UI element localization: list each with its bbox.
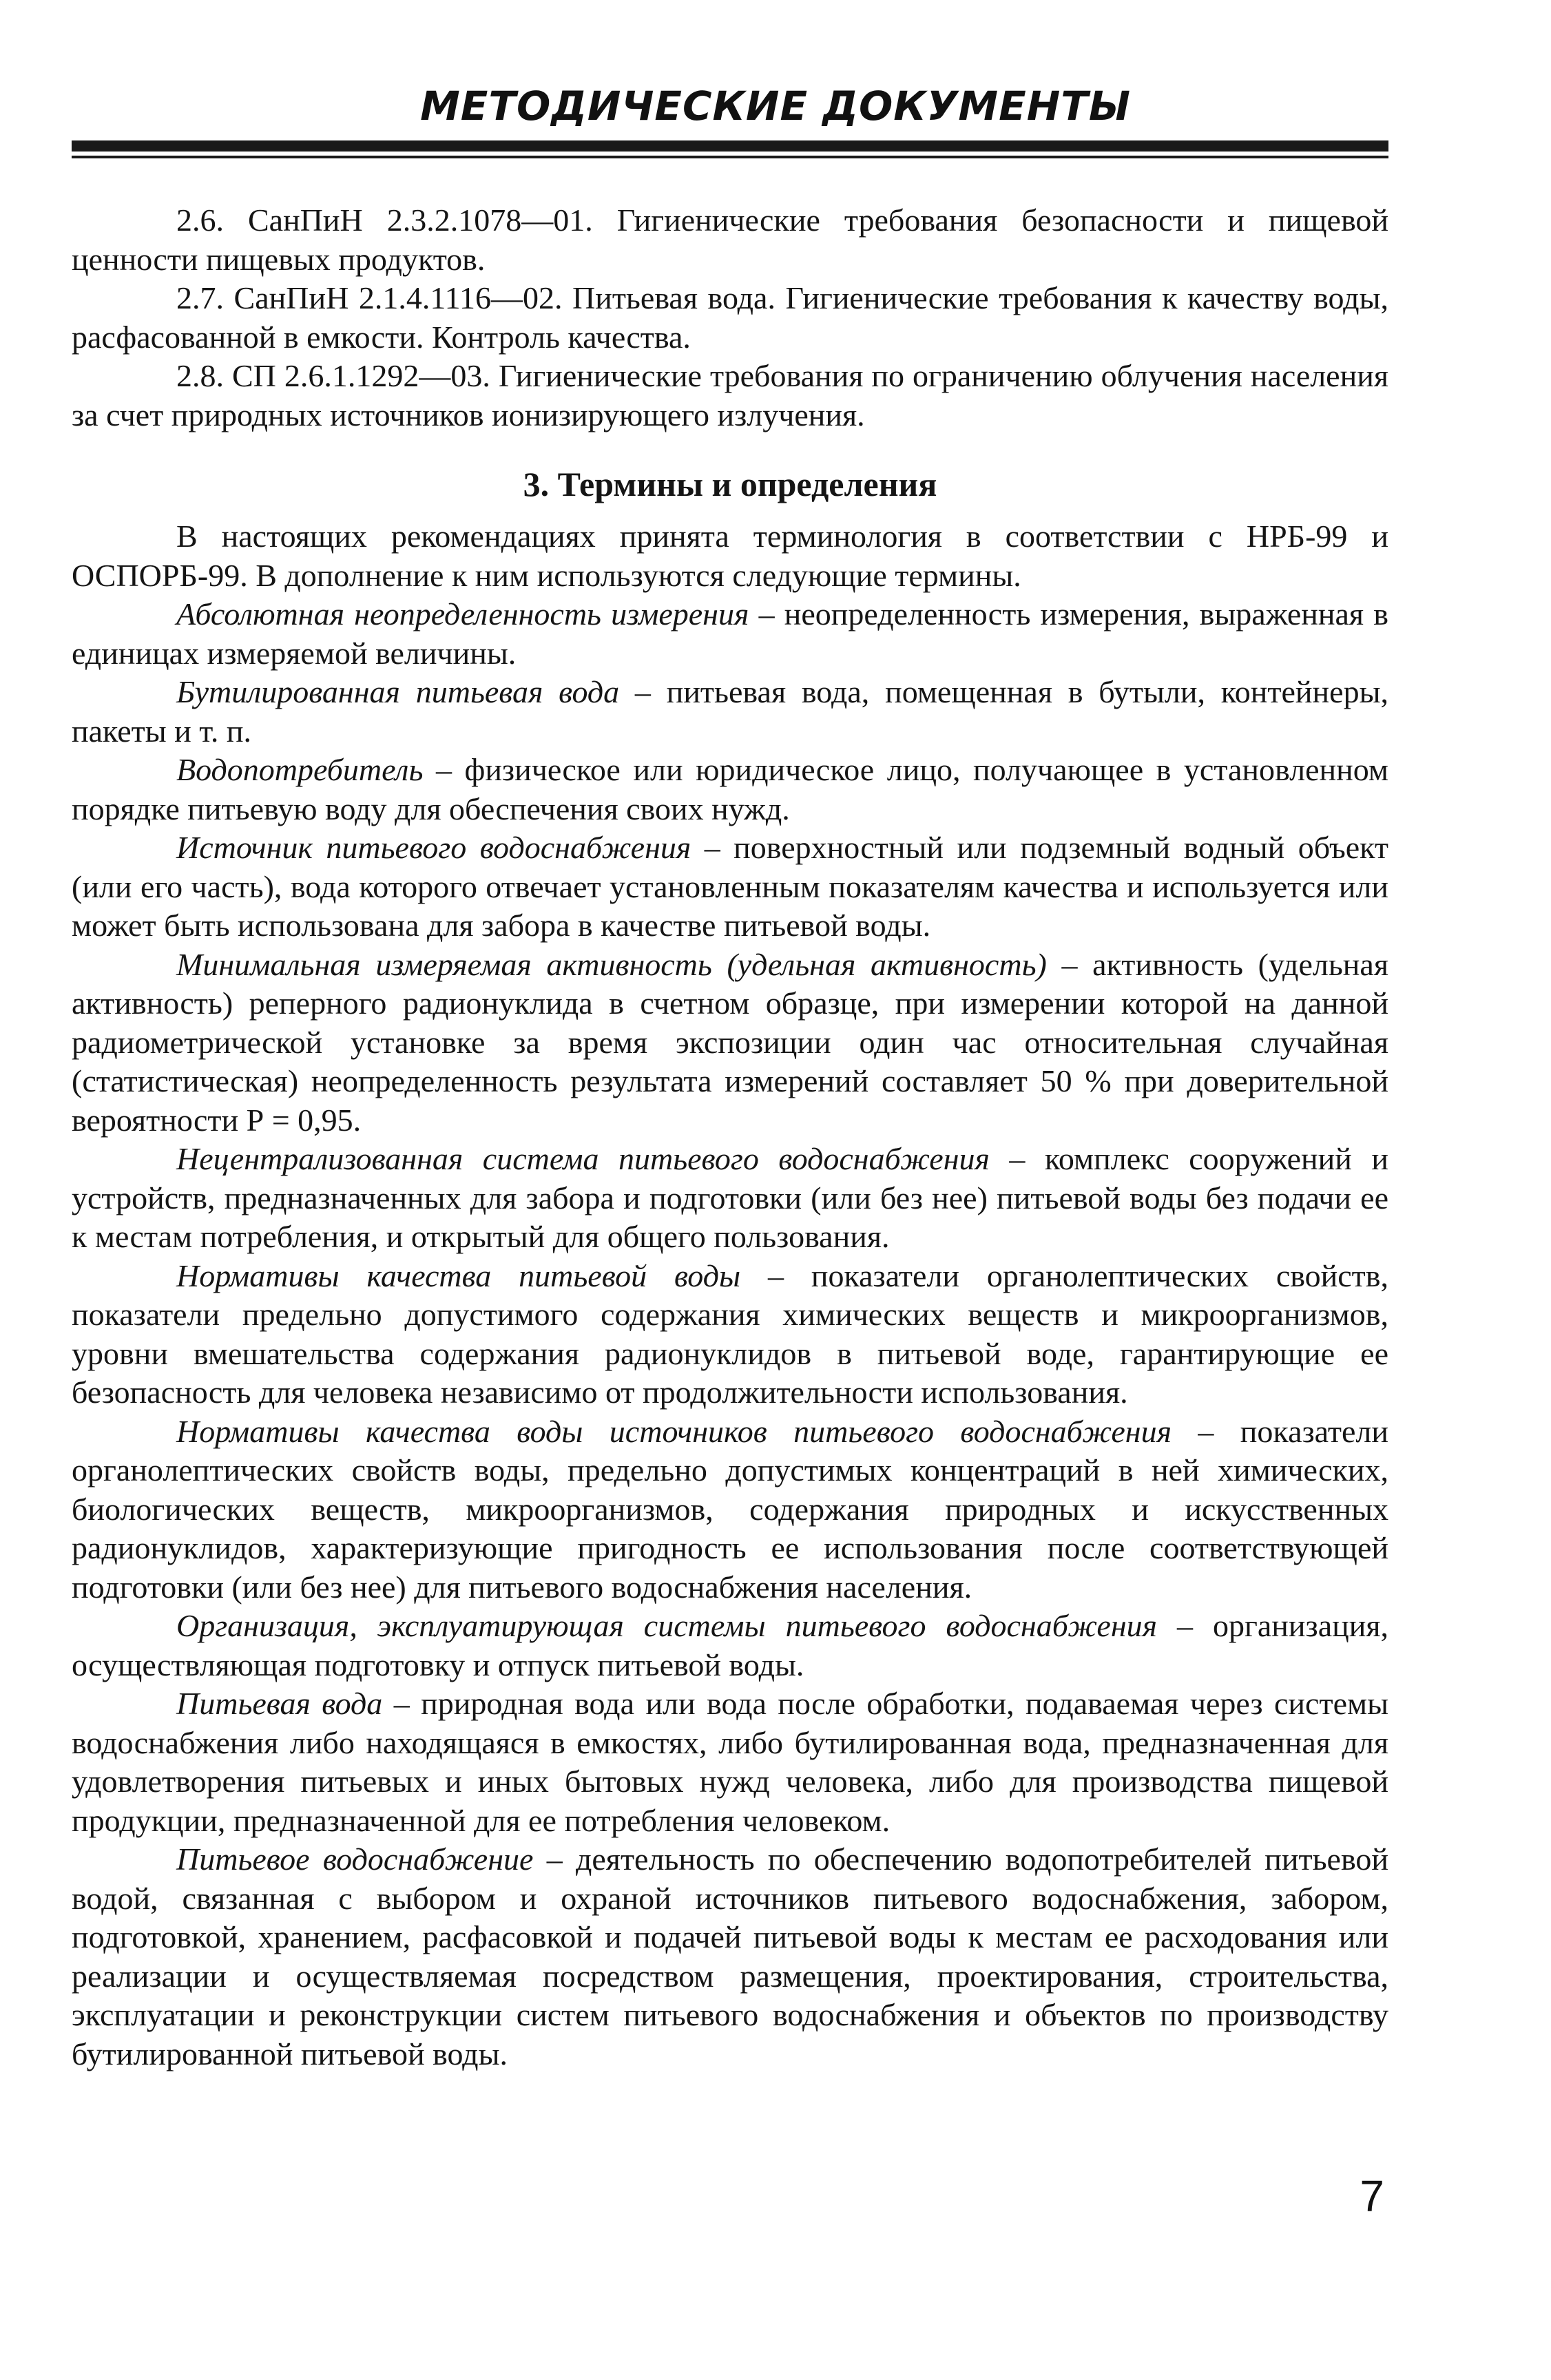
term-entry <box>72 1412 1388 1607</box>
term-definition: – неопределенность измерения, выраженная в единицах измеряемой величины. <box>72 596 1388 671</box>
term-definition: – показатели органолептических свойств воды, предельно допустимых концентраций в ней химических, биологических веществ, микроорганизмов, содержания природных и искусственных радионуклидов, характеризующие пригодность ее использования после соответствующей подготовки (или без нее) для питьевого водоснабжения населения. <box>72 1413 1388 1605</box>
term-entry <box>72 595 1388 673</box>
term-entry <box>72 1840 1388 2074</box>
term-definition: – организация, осуществляющая подготовку и отпуск питьевой воды. <box>72 1608 1389 1682</box>
term-name: Нормативы качества питьевой воды <box>176 1257 741 1293</box>
reference-item: 2.7. СанПиН 2.1.4.1116—02. Питьевая вода. Гигиенические требования к качеству воды, расфасованной в емкости. Контроль качества. <box>72 280 1388 355</box>
term-definition: – поверхностный или подземный водный объект (или его часть), вода которого отвечает установленным показателям качества и используется или может быть использована для забора в качестве питьевой воды. <box>72 830 1388 943</box>
term-entry <box>72 1257 1388 1412</box>
term-name: Минимальная измеряемая активность (удельная активность) <box>176 946 1047 982</box>
reference-item: 2.6. СанПиН 2.3.2.1078—01. Гигиенические требования безопасности и пищевой ценности пищевых продуктов. <box>72 202 1388 277</box>
term-name: Водопотребитель <box>176 752 424 787</box>
term-name: Источник питьевого водоснабжения <box>176 830 691 865</box>
term-name: Бутилированная питьевая вода <box>176 674 620 709</box>
header-rule-thin <box>72 156 1388 158</box>
term-name: Нецентрализованная система питьевого водоснабжения <box>176 1141 990 1176</box>
term-entry <box>72 946 1388 1140</box>
term-name: Абсолютная неопределенность измерения <box>176 596 749 631</box>
main-text <box>72 201 1388 2074</box>
term-name: Питьевое водоснабжение <box>176 1841 534 1877</box>
term-entry <box>72 751 1388 828</box>
term-entry <box>72 1607 1388 1684</box>
term-entry <box>72 828 1388 946</box>
term-entry <box>72 1140 1388 1257</box>
section-intro: В настоящих рекомендациях принята терминология в соответствии с НРБ-99 и ОСПОРБ-99. В дополнение к ним используются следующие термины. <box>72 519 1388 593</box>
term-definition: – показатели органолептических свойств, показатели предельно допустимого содержания химических веществ и микроорганизмов, уровни вмешательства содержания радионуклидов в питьевой воде, гарантирующие ее безопасность для человека независимо от продолжительности использования. <box>72 1257 1388 1410</box>
term-definition: – физическое или юридическое лицо, получающее в установленном порядке питьевую воду для обеспечения своих нужд. <box>72 752 1388 826</box>
term-entry <box>72 1684 1388 1840</box>
header-rule-thick <box>72 140 1388 152</box>
term-name: Питьевая вода <box>176 1686 383 1721</box>
reference-item: 2.8. СП 2.6.1.1292—03. Гигиенические требования по ограничению облучения населения за счет природных источников ионизирующего излучения. <box>72 358 1388 432</box>
term-definition: – комплекс сооружений и устройств, предназначенных для забора и подготовки (или без нее) питьевой воды без подачи ее к местам потребления, и открытый для общего пользования. <box>72 1141 1389 1254</box>
page-number: 7 <box>1360 2171 1384 2221</box>
section-heading: 3. Термины и определения <box>523 465 937 503</box>
term-definition: – питьевая вода, помещенная в бутыли, контейнеры, пакеты и т. п. <box>72 674 1388 749</box>
term-definition: – активность (удельная активность) реперного радионуклида в счетном образце, при измерении которой на данной радиометрической установке за время экспозиции один час относительная случайная (статистическая) неопределенность результата измерений составляет 50 % при доверительной вероятности Р = 0,95. <box>72 946 1388 1138</box>
term-entry <box>72 673 1388 751</box>
term-name: Нормативы качества воды источников питьевого водоснабжения <box>176 1413 1172 1449</box>
term-definition: – деятельность по обеспечению водопотребителей питьевой водой, связанная с выбором и охраной источников питьевого водоснабжения, забором, подготовкой, хранением, расфасовкой и подачей питьевой воды к местам ее расходования или реализации и осуществляемая посредством размещения, проектирования, строительства, эксплуатации и реконструкции систем питьевого водоснабжения и объектов по производству бутилированной питьевой воды. <box>72 1841 1388 2071</box>
term-definition: – природная вода или вода после обработки, подаваемая через системы водоснабжения либо находящаяся в емкостях, либо бутилированная вода, предназначенная для удовлетворения питьевых и иных бытовых нужд человека, либо для производства пищевой продукции, предназначенной для ее потребления человеком. <box>72 1686 1388 1838</box>
running-header-title: МЕТОДИЧЕСКИЕ ДОКУМЕНТЫ <box>420 83 1131 129</box>
term-name: Организация, эксплуатирующая системы питьевого водоснабжения <box>176 1608 1158 1643</box>
